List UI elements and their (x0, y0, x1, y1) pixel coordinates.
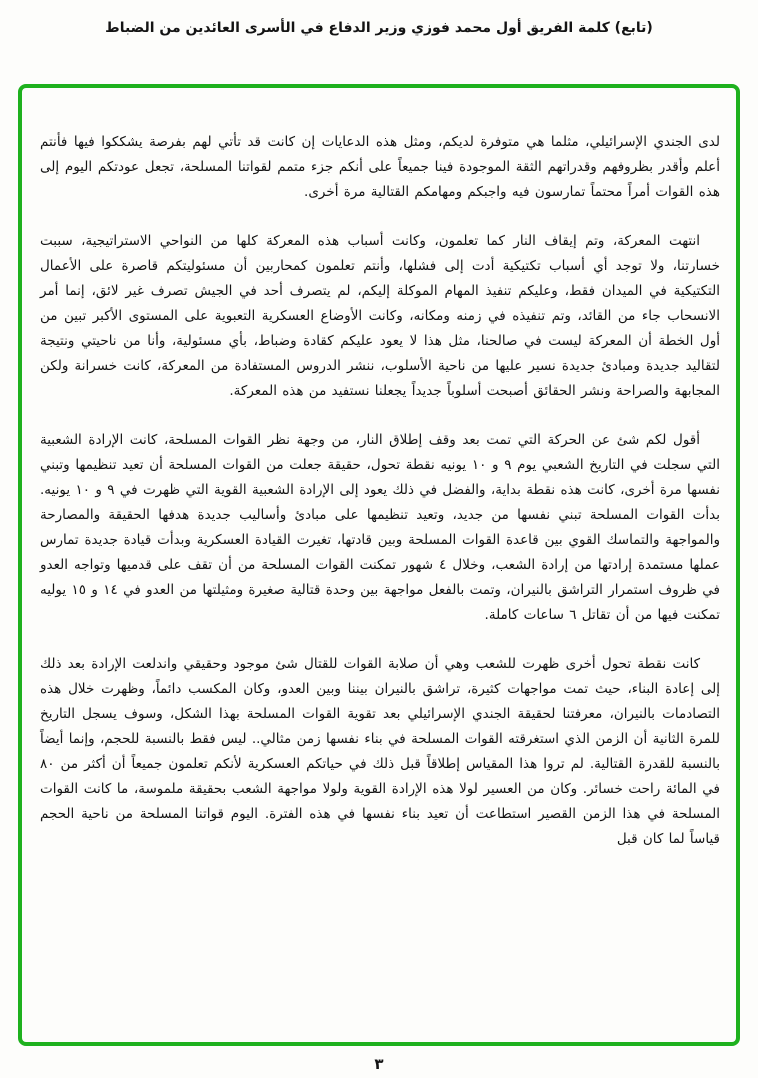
text-frame-border (18, 84, 740, 1046)
body-paragraph-1: لدى الجندي الإسرائيلي، مثلما هي متوفرة لديكم، ومثل هذه الدعايات إن كانت قد تأتي لهم بفرصة يشككوا فيها فأنتم أعلم وأقدر بظروفهم وقدراتهم الثقة الموجودة فينا جميعاً على أنكم جزء متمم لقواتنا المسلحة، تجعل عودتكم اليوم إلى هذه القوات أمراً محتماً تمارسون فيه واجبكم ومهامكم القتالية مرة أخرى. (40, 134, 720, 200)
page-number: ٣ (374, 1055, 384, 1073)
body-paragraph-3: أقول لكم شئ عن الحركة التي تمت بعد وقف إطلاق النار، من وجهة نظر القوات المسلحة، كانت الإرادة الشعبية التي سجلت في التاريخ الشعبي يوم ٩ و ١٠ يونيه نقطة تحول، حقيقة جعلت من القوات المسلحة أن تعيد تنظيمها وتبني نفسها مرة أخرى، كانت هذه نقطة بداية، والفضل في ذلك يعود إلى الإرادة الشعبية القوية التي ظهرت في ٩ و ١٠ يونيه. بدأت القوات المسلحة تبني نفسها من جديد، وتعيد تنظيمها على مبادئ وأساليب جديدة هدفها الحقيقة والمصارحة والمواجهة والتماسك القوي بين قاعدة القوات المسلحة وبين قادتها، تغيرت القيادة العسكرية وبدأت قيادة جديدة تمارس عملها مستمدة إرادتها من إرادة الشعب، وخلال ٤ شهور تمكنت القوات المسلحة من أن تقف على قدميها وتواجه العدو في ظروف استمرار التراشق بالنيران، وتمت بالفعل مواجهة بين وحدة قتالية صغيرة ومثيلتها من العدو في ١٤ و ١٥ يوليه تمكنت فيها من أن تقاتل ٦ ساعات كاملة. (40, 432, 721, 623)
body-paragraph-4: كانت نقطة تحول أخرى ظهرت للشعب وهي أن صلابة القوات للقتال شئ موجود وحقيقي واندلعت الإرادة بعد ذلك إلى إعادة البناء، حيث تمت مواجهات كثيرة، تراشق بالنيران بيننا وبين العدو، وكان المكسب دائماً، وظهرت خلال هذه التصادمات بالنيران، معرفتنا لحقيقة الجندي الإسرائيلي بعد تقوية القوات المسلحة بهذا الشكل، وسوف يسجل التاريخ للمرة الثانية أن الزمن الذي استغرقته القوات المسلحة في بناء نفسها زمن مثالي.. ليس فقط بالنسبة للحجم، وإنما أيضاً بالنسبة للقدرة القتالية. لم تروا هذا المقياس إطلاقاً قبل ذلك في حياتكم العسكرية لأنكم تعلمون جميعاً أن أكثر من ٨٠ في المائة راحت خسائر. وكان من العسير لولا هذه الإرادة القوية ولولا مواجهة الشعب بحقيقة ملموسة، ما كانت القوات المسلحة في هذا الزمن القصير استطاعت أن تعيد بناء نفسها في هذه الفترة. اليوم قواتنا المسلحة من ناحية الحجم قياساً لما كان قبل (40, 656, 720, 847)
page-title: (تابع) كلمة الفريق أول محمد فوزي وزير الدفاع في الأسرى العائدين من الضباط (105, 20, 653, 36)
body-paragraph-2: انتهت المعركة، وتم إيقاف النار كما تعلمون، وكانت أسباب هذه المعركة كلها من النواحي الاستراتيجية، سببت خسارتنا، ولا توجد أي أسباب تكتيكية أدت إلى فشلها، وأنتم تعلمون كمحاربين أن مسئوليتكم قاصرة على الأعمال التكتيكية في الميدان فقط، وعليكم تنفيذ المهام الموكلة إليكم، لم يتصرف أحد في الجيش تصرف غير لائق، إنما أمر الانسحاب جاء من القائد، وتم تنفيذه في زمنه ومكانه، وكانت الأوضاع العسكرية التعبوية على المستوى الأكبر تبين من أول الخطة أن المعركة ليست في صالحنا، مثل هذا لا يعود عليكم كقادة وضباط، بأي مسئولية، وأنا من ناحيتي ونتيجة لتقاليد جديدة ومبادئ جديدة نسير عليها من ناحية الأسلوب، ننشر الدروس المستفادة من المعركة، كانت خسرانة ولكن المجابهة والصراحة ونشر الحقائق أصبحت أسلوباً جديداً يجعلنا نستفيد من هذه المعركة. (40, 233, 720, 399)
